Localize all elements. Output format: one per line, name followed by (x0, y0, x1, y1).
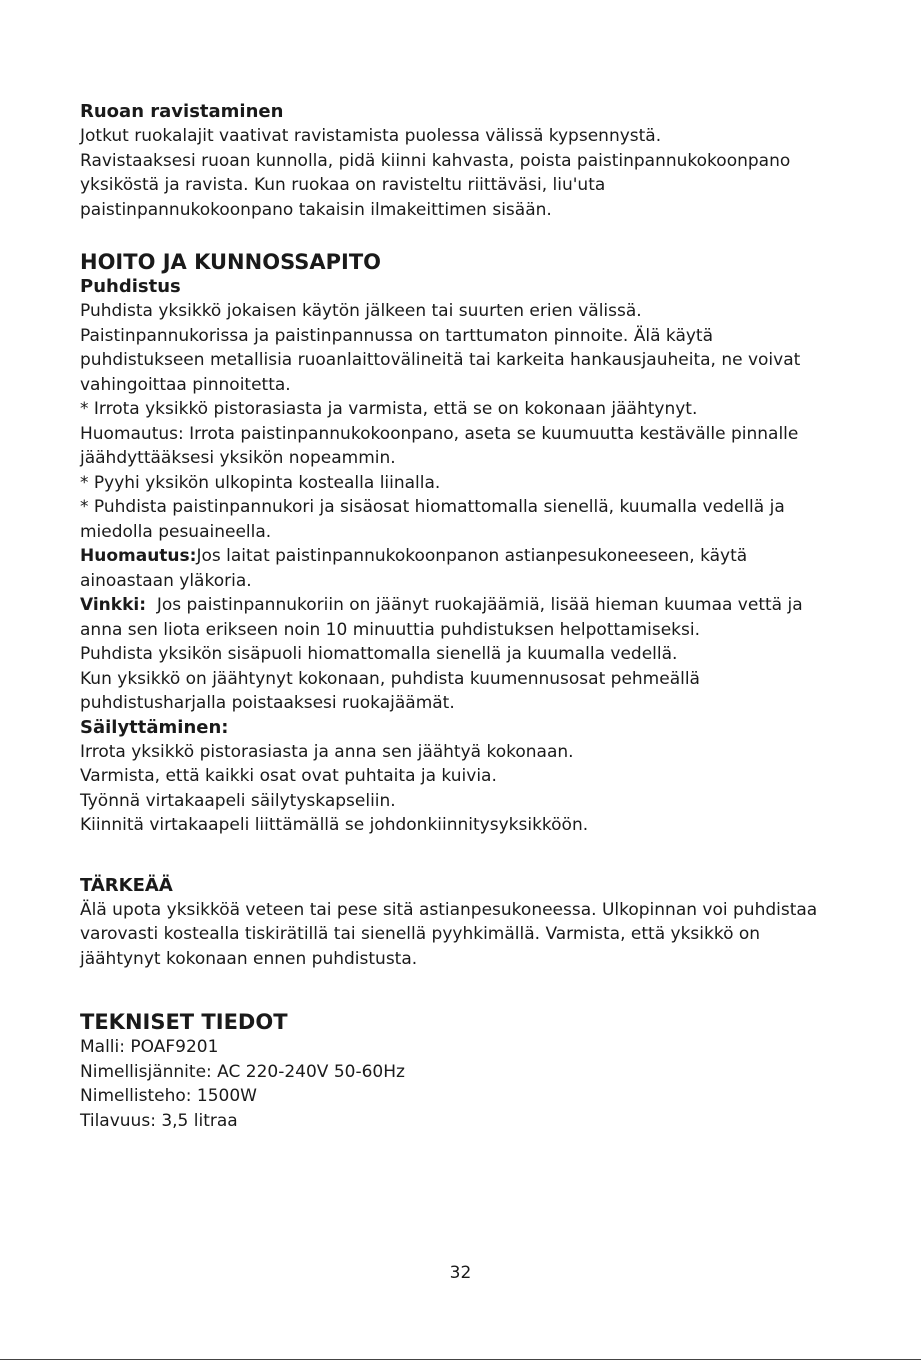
paragraph-line: Älä upota yksikköä veteen tai pese sitä astianpesukoneessa. Ulkopinnan voi puhdistaa (80, 899, 818, 920)
paragraph-line: * Irrota yksikkö pistorasiasta ja varmista, että se on kokonaan jäähtynyt. (80, 399, 698, 419)
tip-label: Vinkki: (80, 595, 147, 615)
paragraph-line: Irrota yksikkö pistorasiasta ja anna sen jäähtyä kokonaan. (80, 741, 574, 762)
shaking-title: Ruoan ravistaminen (80, 101, 284, 122)
paragraph-line: * Pyyhi yksikön ulkopinta kostealla liinalla. (80, 472, 441, 493)
paragraph-line: * Puhdista paistinpannukori ja sisäosat hiomattomalla sienellä, kuumalla vedellä ja (80, 497, 785, 517)
spec-voltage: Nimellisjännite: AC 220-240V 50-60Hz (80, 1061, 405, 1082)
spec-power: Nimellisteho: 1500W (80, 1086, 257, 1106)
paragraph-line: anna sen liota erikseen noin 10 minuuttia puhdistuksen helpottamiseksi. (80, 619, 700, 640)
paragraph-line: yksiköstä ja ravista. Kun ruokaa on ravisteltu riittäväsi, liu'uta (80, 175, 606, 195)
section-important (80, 874, 850, 972)
paragraph-line: jäähtynyt kokonaan ennen puhdistusta. (80, 948, 418, 969)
paragraph-line: Huomautus: Irrota paistinpannukokoonpano, aseta se kuumuutta kestävälle pinnalle (80, 423, 799, 444)
paragraph-line: puhdistusharjalla poistaaksesi ruokajäämät. (80, 693, 455, 713)
paragraph-line: Työnnä virtakaapeli säilytyskapseliin. (80, 790, 396, 811)
paragraph-line: Kun yksikkö on jäähtynyt kokonaan, puhdista kuumennusosat pehmeällä (80, 668, 700, 689)
spec-model: Malli: POAF9201 (80, 1037, 219, 1057)
note-text: Jos laitat paistinpannukokoonpanon astianpesukoneeseen, käytä (196, 546, 748, 566)
paragraph-line: jäähdyttääksesi yksikön nopeammin. (80, 448, 396, 468)
paragraph-line: Paistinpannukorissa ja paistinpannussa on tarttumaton pinnoite. Älä käytä (80, 325, 714, 346)
paragraph-line: Puhdista yksikön sisäpuoli hiomattomalla sienellä ja kuumalla vedellä. (80, 644, 678, 664)
paragraph-line: vahingoittaa pinnoitetta. (80, 374, 291, 395)
spec-capacity: Tilavuus: 3,5 litraa (80, 1110, 238, 1131)
storage-title: Säilyttäminen: (80, 716, 229, 738)
paragraph-line: miedolla pesuaineella. (80, 521, 272, 542)
section-care-maintenance (80, 249, 850, 838)
paragraph-line: puhdistukseen metallisia ruoanlaittovälineitä tai karkeita hankausjauheita, ne voivat (80, 350, 801, 370)
paragraph-line: paistinpannukokoonpano takaisin ilmakeittimen sisään. (80, 199, 552, 220)
section-shaking-food (80, 100, 850, 222)
note-line (80, 544, 850, 569)
paragraph-line: varovasti kostealla tiskirätillä tai sienellä pyyhkimällä. Varmista, että yksikkö on (80, 924, 761, 944)
bottom-divider (0, 1359, 921, 1360)
note-label: Huomautus: (80, 546, 197, 566)
cleaning-title: Puhdistus (80, 276, 181, 297)
section-specifications (80, 1009, 850, 1133)
paragraph-line: Varmista, että kaikki osat ovat puhtaita ja kuivia. (80, 766, 497, 786)
care-title: HOITO JA KUNNOSSAPITO (80, 250, 382, 274)
paragraph-line: Puhdista yksikkö jokaisen käytön jälkeen tai suurten erien välissä. (80, 301, 642, 321)
paragraph-line: ainoastaan yläkoria. (80, 570, 252, 591)
important-title: TÄRKEÄÄ (80, 874, 173, 896)
page-number: 32 (449, 1263, 472, 1283)
tip-text: Jos paistinpannukoriin on jäänyt ruokajäämiä, lisää hieman kuumaa vettä ja (146, 595, 803, 615)
specs-title: TEKNISET TIEDOT (80, 1010, 288, 1034)
paragraph-line: Ravistaaksesi ruoan kunnolla, pidä kiinni kahvasta, poista paistinpannukokoonpano (80, 150, 791, 171)
tip-line (80, 593, 850, 618)
paragraph-line: Jotkut ruokalajit vaativat ravistamista puolessa välissä kypsennystä. (80, 126, 662, 146)
manual-page (80, 100, 850, 1133)
paragraph-line: Kiinnitä virtakaapeli liittämällä se johdonkiinnitysyksikköön. (80, 815, 589, 835)
